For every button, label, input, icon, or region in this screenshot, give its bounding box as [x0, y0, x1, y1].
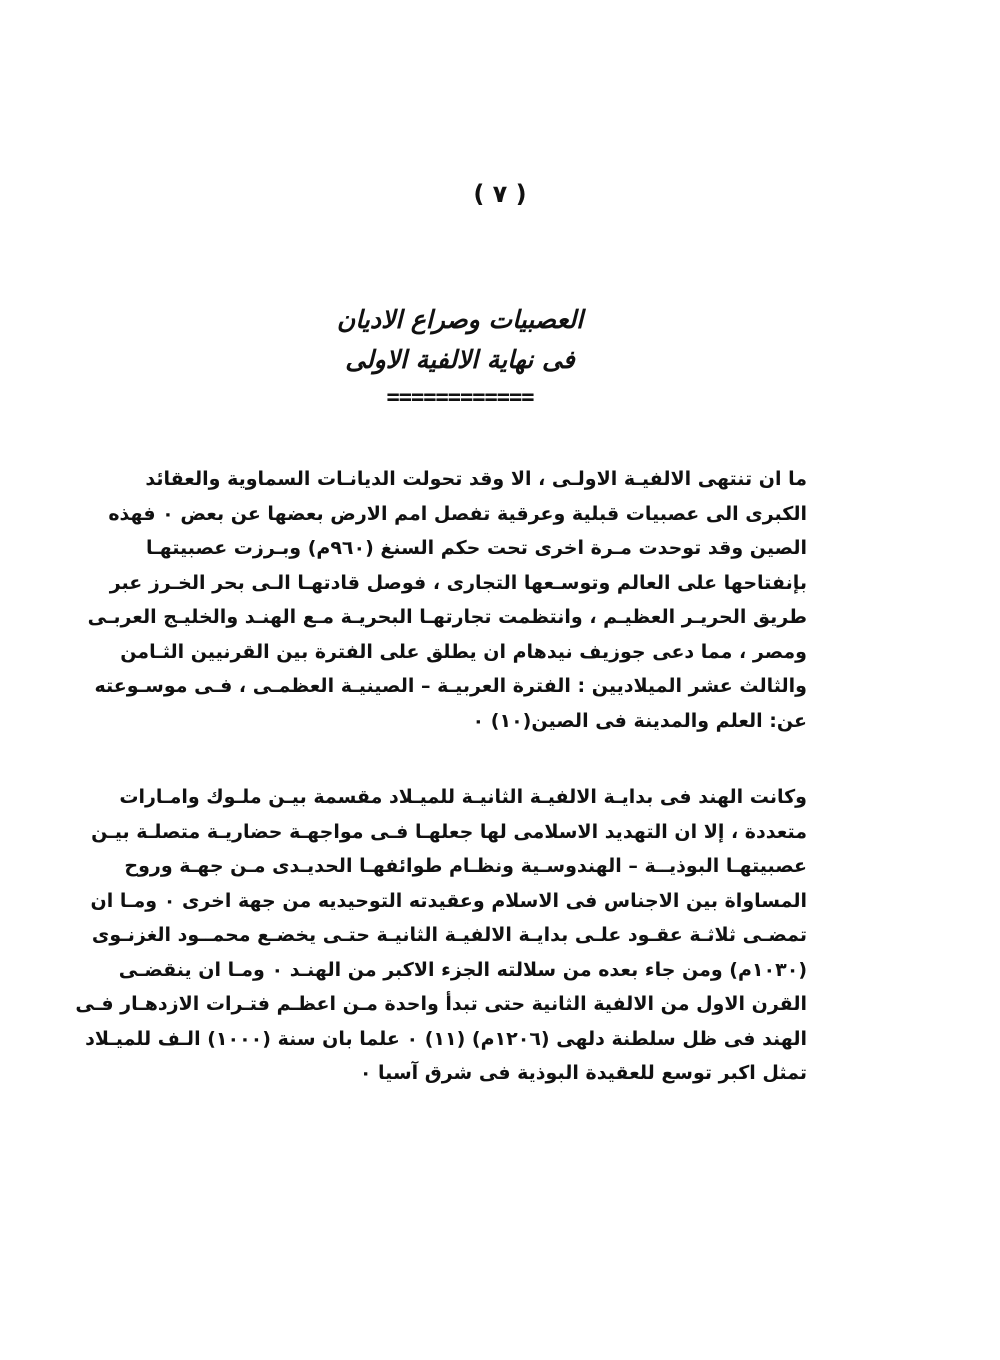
page-number: ( ٧ ) — [473, 180, 527, 208]
text-line: والثالث عشر الميلاديين : الفترة العربيـة – الصينيـة العظمـى ، فـى موسـوعته — [94, 675, 807, 697]
chapter-title — [300, 300, 620, 416]
text-line: المساواة بين الاجناس فى الاسلام وعقيدته التوحيديه من جهة اخرى ٠ ومـا ان — [90, 889, 807, 912]
text-line: وكانت الهند فى بدايـة الالفيـة الثانيـة للميـلاد مقسمة بيـن ملـوك وامـارات — [119, 786, 807, 808]
text-line: الهند فى ظل سلطنة دلهى (١٢٠٦م) (١١) ٠ علما بان سنة (١٠٠٠) الـف للميـلاد — [85, 1027, 807, 1050]
text-line: طريق الحريـر العظيـم ، وانتظمت تجارتهـا البحريـة مـع الهنـد والخليـج العربـى — [87, 606, 807, 628]
paragraph-2 — [75, 780, 807, 1091]
title-separator: ============ — [386, 385, 534, 410]
text-line: بإنفتاحها على العالم وتوسـعها التجارى ، فوصل قادتهـا الـى بحر الخـرز عبر — [109, 571, 807, 594]
text-line: متعددة ، إلا ان التهديد الاسلامى لها جعلهـا فـى مواجهـة حضاريـة متصلـة بيـن — [91, 820, 807, 843]
text-line: ومصر ، مما دعى جوزيف نيدهام ان يطلق على الفترة بين القرنيين الثـامن — [120, 640, 807, 663]
text-line: عصبيتهـا البوذيــة – الهندوسـية ونظـام طوائفهـا الحديـدى مـن جهـة وروح — [124, 855, 807, 877]
title-line-1: العصبيات وصراع الاديان — [336, 305, 584, 334]
text-line: الصين وقد توحدت مـرة اخرى تحت حكم السنغ (٩٦٠م) وبـرزت عصبيتهـا — [146, 537, 807, 559]
text-line: عن: العلم والمدينة فى الصين(١٠) ٠ — [472, 709, 807, 732]
text-line: (١٠٣٠م) ومن جاء بعده من سلالته الجزء الاكبر من الهنـد ٠ ومـا ان ينقضـى — [118, 958, 807, 981]
text-line: القرن الاول من الالفية الثانية حتى تبدأ واحدة مـن اعظـم فتـرات الازدهـار فـى — [75, 993, 807, 1015]
text-line: الكبرى الى عصبيات قبلية وعرقية تفصل امم الارض بعضها عن بعض ٠ فهذه — [108, 502, 807, 525]
text-line: ما ان تنتهى الالفيـة الاولـى ، الا وقد تحولت الديانـات السماوية والعقائد — [145, 468, 807, 490]
text-line: تمضـى ثلاثـة عقـود علـى بدايـة الالفيـة الثانيـة حتـى يخضـع محمــود الغزنـوى — [91, 924, 807, 946]
title-line-2: فى نهاية الالفية الاولى — [345, 345, 575, 374]
paragraph-1 — [87, 462, 807, 738]
text-line: تمثل اكبر توسع للعقيدة البوذية فى شرق آسيا ٠ — [359, 1062, 807, 1084]
